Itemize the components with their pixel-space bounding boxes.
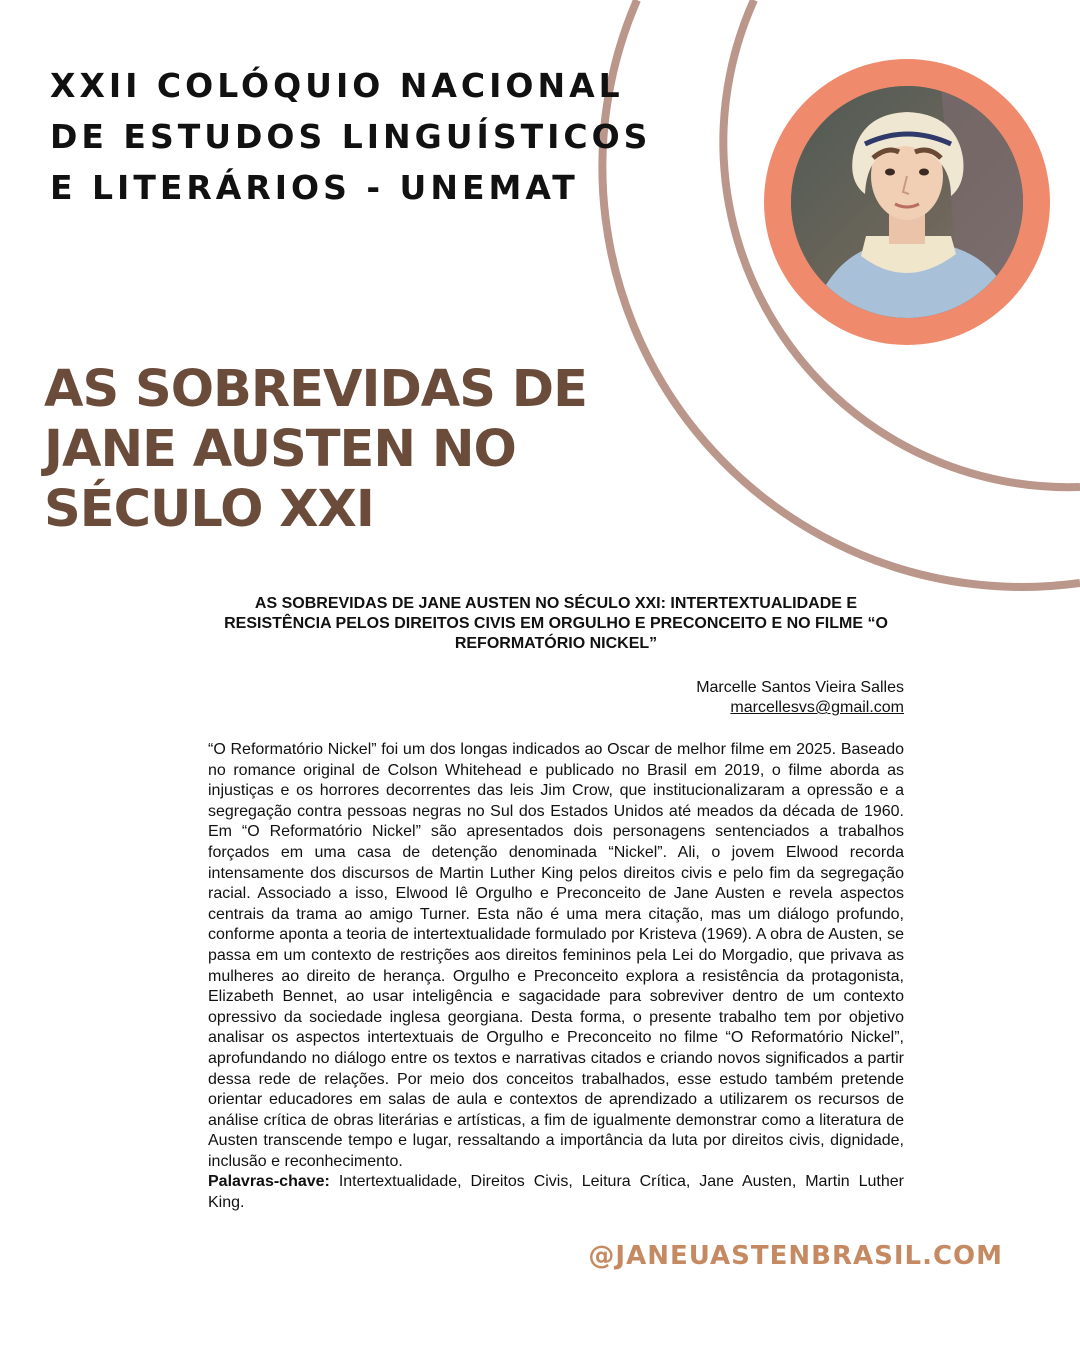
portrait-image [791,86,1023,318]
author-block [208,678,904,718]
portrait-frame [764,59,1050,345]
keywords [208,1172,904,1213]
event-title-line: E LITERÁRIOS - UNEMAT [50,168,579,207]
main-title-line: SÉCULO XXI [44,480,374,539]
keywords-list: Intertextualidade, Direitos Civis, Leitura Crítica, Jane Austen, Martin Luther King. [208,1173,904,1212]
keywords-label: Palavras-chave: [208,1173,330,1191]
event-title [50,60,651,213]
abstract-document [208,594,904,1214]
social-handle: @JANEUASTENBRASIL.COM [588,1241,1003,1271]
abstract-text: “O Reformatório Nickel” foi um dos longas indicados ao Oscar de melhor filme em 2025. Baseado no romance original de Colson Whitehead e publicado no Brasil em 2019, o filme aborda as injustiças e os horrores decorrentes das leis Jim Crow, que institucionalizaram a opressão e a segregação contra pessoas negras no Sul dos Estados Unidos até meados da década de 1960. Em “O Reformatório Nickel” são apresentados dois personagens sentenciados a trabalhos forçados em uma casa de detenção denominada “Nickel”. Ali, o jovem Elwood recorda intensamente dos discursos de Martin Luther King pelos direitos civis e pelo fim da segregação racial. Associado a isso, Elwood lê Orgulho e Preconceito de Jane Austen e revela aspectos centrais da trama ao amigo Turner. Esta não é uma mera citação, mas um diálogo profundo, conforme aponta a teoria de intertextualidade formulado por Kristeva (1969). A obra de Austen, se passa em um contexto de restrições aos direitos femininos pela Lei do Morgadio, que privava as mulheres ao direito de herança. Orgulho e Preconceito explora a resistência da protagonista, Elizabeth Bennet, ao usar inteligência e sagacidade para sobreviver dentro de um contexto opressivo da sociedade inglesa georgiana. Desta forma, o presente trabalho tem por objetivo analisar os aspectos intertextuais de Orgulho e Preconceito no filme “O Reformatório Nickel”, aprofundando no diálogo entre os textos e narrativas citados e criando novos significados a partir dessa rede de relações. Por meio dos conceitos trabalhados, esse estudo também pretende orientar educadores em salas de aula e contextos de aprendizado a utilizarem os recursos de análise crítica de obras literárias e artísticas, a fim de igualmente demonstrar como a literatura de Austen transcende tempo e lugar, ressaltando a importância da luta por direitos civis, dignidade, inclusão e reconhecimento. [208,741,904,1170]
event-title-line: XXII COLÓQUIO NACIONAL [50,66,624,105]
event-title-line: DE ESTUDOS LINGUÍSTICOS [50,117,652,156]
author-email-link[interactable]: marcellesvs@gmail.com [730,699,904,716]
author-name: Marcelle Santos Vieira Salles [696,679,904,696]
main-title-line: JANE AUSTEN NO [44,420,516,479]
main-title-line: AS SOBREVIDAS DE [44,360,587,419]
document-title: AS SOBREVIDAS DE JANE AUSTEN NO SÉCULO XXI: INTERTEXTUALIDADE E RESISTÊNCIA PELOS DIREITOS CIVIS EM ORGULHO E PRECONCEITO E NO FILME “O REFORMATÓRIO NICKEL” [224,595,888,652]
main-title [44,360,587,540]
portrait-illustration [791,86,1023,318]
